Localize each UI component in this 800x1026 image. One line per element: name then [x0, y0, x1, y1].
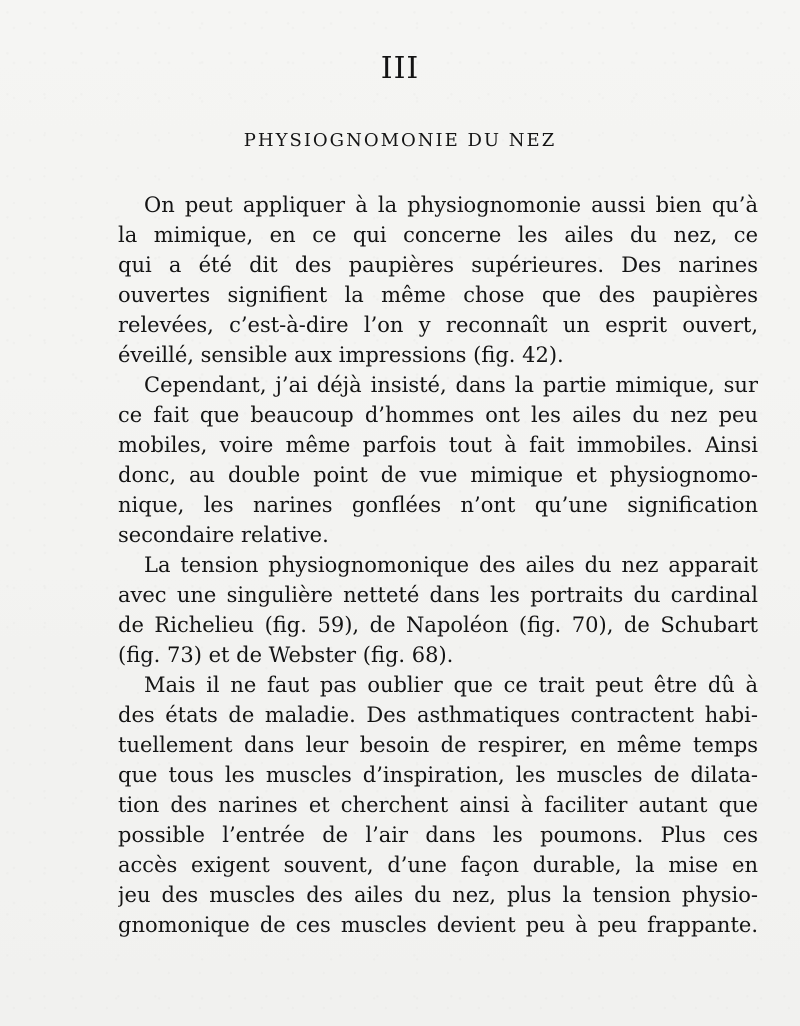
text-line: On peut appliquer à la physiognomonie aussi bien qu’à	[144, 193, 758, 217]
text-line: donc, au double point de vue mimique et physiognomo-	[118, 463, 758, 487]
text-line: ce fait que beaucoup d’hommes ont les ailes du nez peu	[118, 403, 758, 427]
text-line: que tous les muscles d’inspiration, les muscles de dilata-	[118, 763, 758, 787]
text-line: relevées, c’est-à-dire l’on y reconnaît un esprit ouvert,	[118, 313, 758, 337]
text-line: qui a été dit des paupières supérieures. Des narines	[118, 253, 758, 277]
chapter-title: PHYSIOGNOMONIE DU NEZ	[243, 130, 557, 151]
text-line: avec une singulière netteté dans les portraits du cardinal	[118, 583, 758, 607]
text-line: ouvertes signifient la même chose que des paupières	[118, 283, 758, 307]
text-line: possible l’entrée de l’air dans les poumons. Plus ces	[118, 823, 758, 847]
text-line: La tension physiognomonique des ailes du nez apparait	[144, 553, 758, 577]
text-line: Cependant, j’ai déjà insisté, dans la partie mimique, sur	[144, 373, 758, 397]
text-line: secondaire relative.	[118, 523, 329, 547]
text-line: la mimique, en ce qui concerne les ailes du nez, ce	[118, 223, 758, 247]
text-line: de Richelieu (fig. 59), de Napoléon (fig. 70), de Schubart	[118, 613, 758, 637]
text-line: (fig. 73) et de Webster (fig. 68).	[118, 643, 454, 667]
text-line: tuellement dans leur besoin de respirer, en même temps	[118, 733, 758, 757]
text-line: des états de maladie. Des asthmatiques contractent habi-	[118, 703, 758, 727]
text-line: éveillé, sensible aux impressions (fig. 42).	[118, 343, 564, 367]
chapter-body	[118, 190, 758, 940]
chapter-number: III	[380, 51, 420, 86]
text-line: mobiles, voire même parfois tout à fait immobiles. Ainsi	[118, 433, 758, 457]
text-line: nique, les narines gonflées n’ont qu’une signification	[118, 493, 758, 517]
text-line: jeu des muscles des ailes du nez, plus la tension physio-	[118, 883, 758, 907]
text-line: tion des narines et cherchent ainsi à faciliter autant que	[118, 793, 758, 817]
text-line: accès exigent souvent, d’une façon durable, la mise en	[118, 853, 758, 877]
text-line: gnomonique de ces muscles devient peu à peu frappante.	[118, 913, 758, 937]
text-line: Mais il ne faut pas oublier que ce trait peut être dû à	[144, 673, 758, 697]
